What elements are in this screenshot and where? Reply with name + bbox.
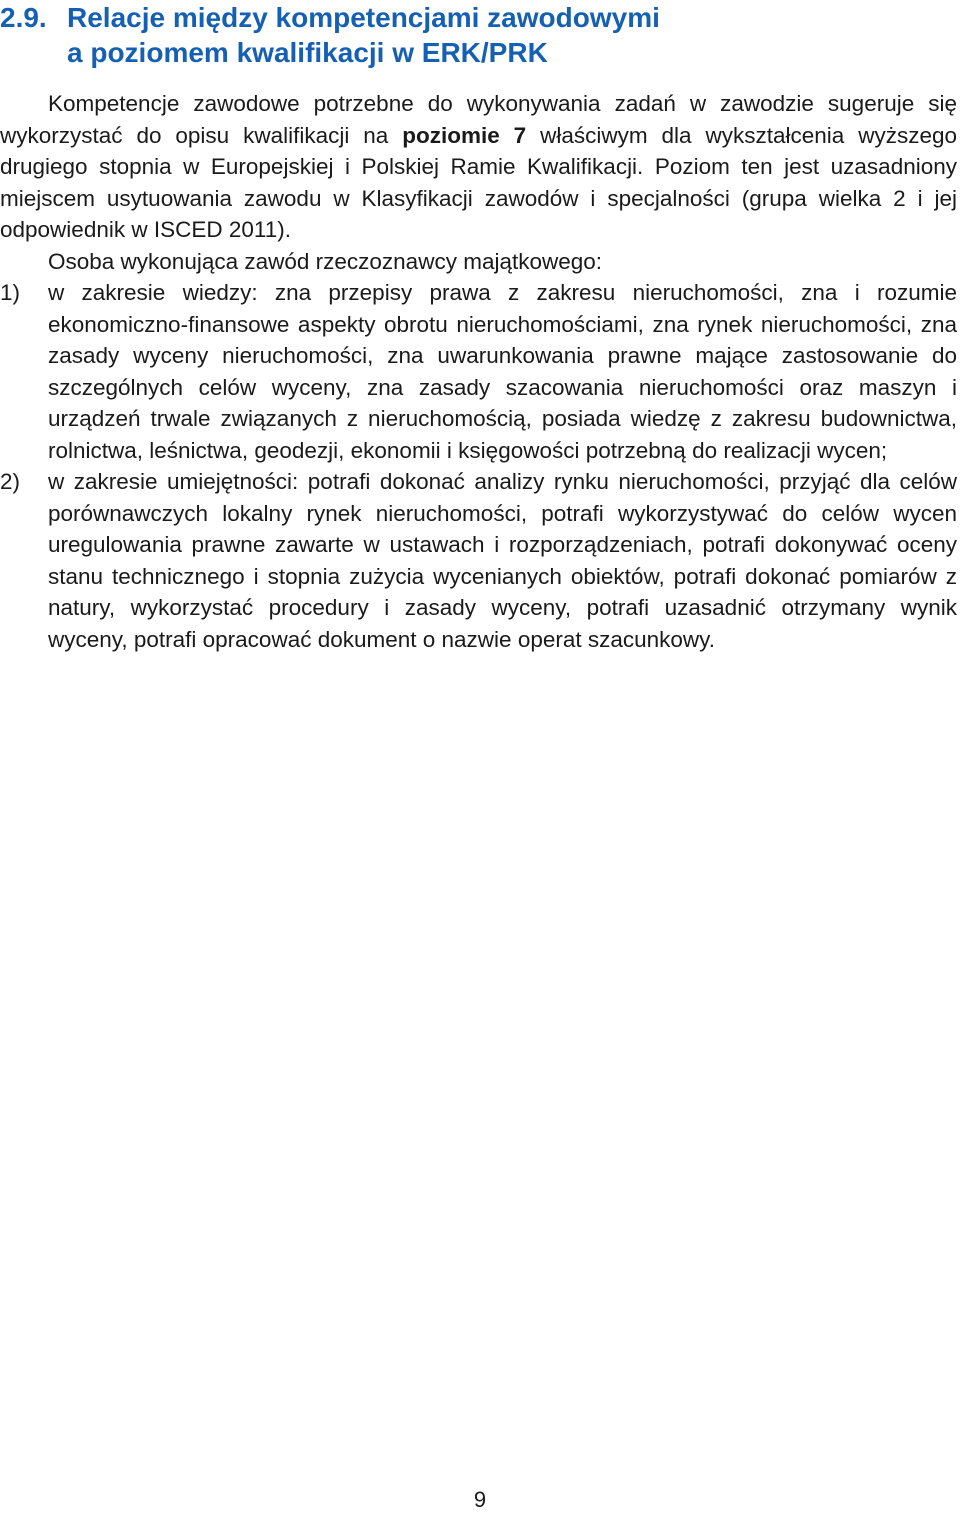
list-marker: 2) (0, 469, 21, 494)
list-item-text: w zakresie wiedzy: zna przepisy prawa z zakresu nieruchomości, zna i rozumie ekonomiczno-finansowe aspekty obrotu nieruchomościami, zna rynek nieruchomości, zna zasady wyceny nieruchomości, zna uwarunkowania prawne mające zastosowanie do szczególnych celów wyceny, zna zasady szacowania nieruchomości oraz maszyn i urządzeń trwale związanych z nieruchomością, posiada wiedzę z zakresu budownictwa, rolnictwa, leśnictwa, geodezji, ekonomii i księgowości potrzebną do realizacji wycen; (48, 280, 957, 463)
page-number: 9 (473, 1487, 487, 1512)
body-text (0, 88, 957, 655)
intro-text-bold: poziomie 7 (402, 122, 527, 148)
section-title-line-2: a poziomem kwalifikacji w ERK/PRK (67, 37, 548, 68)
section-number: 2.9. (0, 2, 47, 33)
list-item-text: w zakresie umiejętności: potrafi dokonać analizy rynku nieruchomości, przyjąć dla celów porównawczych lokalny rynek nieruchomości, potrafi wykorzystywać do celów wycen uregulowania prawne zawarte w ustawach i rozporządzeniach, potrafi dokonywać oceny stanu technicznego i stopnia zużycia wycenianych obiektów, potrafi dokonać pomiarów z natury, wykorzystać procedury i zasady wyceny, potrafi uzasadnić otrzymany wynik wyceny, potrafi opracować dokument o nazwie operat szacunkowy. (48, 469, 957, 652)
intro-text-start: Kompetencje zawodowe potrzebne do wykonywania zadań w zawodzie sugeruje się wykorzystać do opisu kwalifikacji na (0, 91, 957, 148)
intro-text-end: właściwym dla wykształcenia wyższego drugiego stopnia w Europejskiej i Polskiej Ramie Kwalifikacji. Poziom ten jest uzasadniony miejscem usytuowania zawodu w Klasyfikacji zawodów i specjalności (grupa wielka 2 i jej odpowiednik w ISCED 2011). (0, 122, 958, 242)
list-intro-paragraph: Osoba wykonująca zawód rzeczoznawcy majątkowego: (48, 248, 603, 274)
list-item-skills (0, 466, 957, 655)
section-title-line-1: Relacje między kompetencjami zawodowymi (67, 2, 660, 33)
list-marker: 1) (0, 280, 21, 305)
list-item-knowledge (0, 277, 957, 466)
section-heading (0, 0, 940, 70)
intro-paragraph (0, 88, 957, 246)
